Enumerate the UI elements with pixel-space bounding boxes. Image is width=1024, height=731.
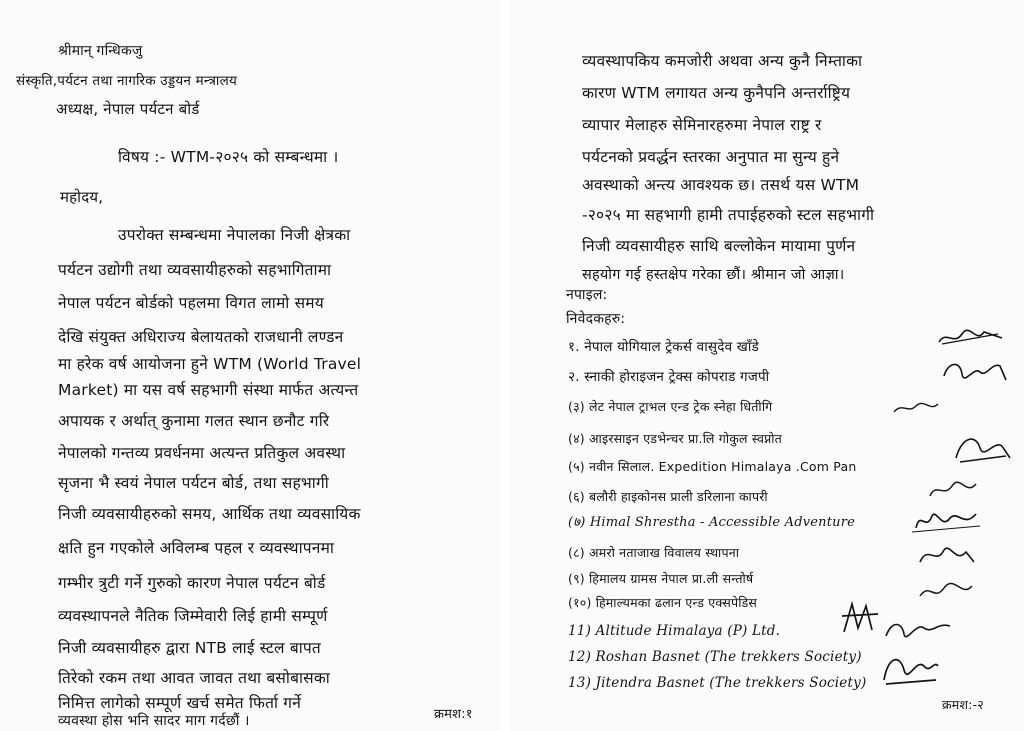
signature-5 — [926, 476, 986, 504]
greeting: महोदय, — [60, 188, 104, 206]
signature-1 — [936, 326, 1006, 348]
body-line-1: उपरोक्त सम्बन्धमा नेपालका निजी क्षेत्रका — [118, 226, 351, 244]
p2-body-line-3: व्यापार मेलाहरु सेमिनारहरुमा नेपाल राष्ट्र र — [582, 116, 822, 134]
body-line-11: क्षति हुन गएकोले अविलम्ब पहल र व्यवस्थापनमा — [58, 539, 335, 557]
p2-body-line-5: अवस्थाको अन्त्य आवश्यक छ। तसर्थ यस WTM — [582, 176, 860, 194]
applicant-4: (४) आइरसाइन एडभेन्चर प्रा.लि गोकुल स्वप्नोत — [568, 431, 782, 446]
p2-body-line-6: -२०२५ मा सहभागी हामी तपाईहरुको स्टल सहभागी — [582, 206, 875, 224]
body-line-12: गम्भीर त्रुटी गर्ने गुरुको कारण नेपाल पर्यटन बोर्ड — [58, 574, 326, 592]
p2-body-line-1: व्यवस्थापकिय कमजोरी अथवा अन्य कुनै निम्ताका — [582, 52, 863, 70]
applicant-10: (१०) हिमाल्यमका ढलान एन्ड एक्सपेडिस — [568, 595, 758, 610]
page-gap — [500, 0, 510, 731]
p2-body-line-4: पर्यटनको प्रवर्द्धन स्तरका अनुपात मा सुन्य हुने — [582, 148, 840, 166]
signature-3 — [892, 398, 952, 418]
signature-8 — [916, 578, 978, 606]
page-number-1: क्रमश:१ — [434, 707, 473, 722]
letter-page-2 — [510, 0, 1024, 731]
applicant-9: (९) हिमालय ग्रामस नेपाल प्रा.ली सन्तोर्ष — [568, 571, 754, 586]
body-line-7: अपायक र अर्थात् कुनामा गलत स्थान छनौट गरि — [58, 412, 330, 430]
body-line-5: मा हरेक वर्ष आयोजना हुने WTM (World Travel — [58, 355, 362, 373]
signature-10 — [882, 614, 954, 650]
subject-line: विषय :- WTM-२०२५ को सम्बन्धमा । — [118, 148, 339, 166]
applicant-3: (३) लेट नेपाल ट्राभल एन्ड ट्रेक स्नेहा धितीगि — [568, 399, 773, 414]
addressee-line-2: अध्यक्ष, नेपाल पर्यटन बोर्ड — [56, 100, 200, 118]
body-line-8: नेपालको गन्तव्य प्रवर्धनमा अत्यन्त प्रतिकुल अवस्था — [58, 444, 346, 462]
applicants-label: निवेदकहरु: — [566, 311, 626, 327]
applicant-1: १. नेपाल योगियाल ट्रेकर्स वासुदेव खाँडे — [568, 339, 759, 355]
signature-7 — [916, 540, 978, 570]
p2-body-line-7: निजी व्यवसायीहरु साथि बल्लोकेन मायामा पुर्णन — [582, 237, 856, 255]
applicant-8: (८) अमरो नताजाख विवालय स्थापना — [568, 545, 740, 560]
salutation-to: श्रीमान् गन्धिकजु — [58, 43, 143, 59]
signature-6 — [910, 504, 986, 538]
body-line-17: व्यवस्था होस भनि सादर माग गर्दछौं । — [58, 713, 250, 729]
body-line-6: Market) मा यस वर्ष सहभागी संस्था मार्फत अत्यन्त — [58, 381, 359, 399]
p2-body-line-8: सहयोग गई हस्तक्षेप गरेका छौं। श्रीमान जो आज्ञा। — [582, 267, 845, 283]
applicant-12: 12) Roshan Basnet (The trekkers Society) — [568, 649, 862, 665]
body-line-2: पर्यटन उद्योगी तथा व्यवसायीहरुको सहभागितामा — [58, 261, 332, 279]
addressee-line-1: संस्कृति,पर्यटन तथा नागरिक उड्डयन मन्त्रालय — [16, 73, 238, 89]
body-line-15: तिरेको रकम तथा आवत जावत तथा बसोबासका — [58, 669, 330, 687]
applicant-6: (६) बलौरी हाइकोनस प्राली डरिलाना कापरी — [568, 489, 768, 504]
applicant-11: 11) Altitude Himalaya (P) Ltd. — [568, 623, 781, 639]
body-line-14: निजी व्यवसायीहरु द्वारा NTB लाई स्टल बापत — [58, 639, 321, 657]
signature-2 — [940, 356, 1010, 390]
applicant-7: (७) Himal Shrestha - Accessible Adventure — [568, 515, 856, 530]
body-line-10: निजी व्यवसायीहरुको समय, आर्थिक तथा व्यवसायिक — [58, 505, 361, 523]
applicant-13: 13) Jitendra Basnet (The trekkers Society) — [568, 675, 867, 691]
signature-11 — [878, 646, 942, 690]
body-line-9: सृजना भै स्वयं नेपाल पर्यटन बोर्ड, तथा सहभागी — [58, 474, 329, 492]
body-line-13: व्यवस्थापनले नैतिक जिम्मेवारी लिई हामी सम्पूर्ण — [58, 607, 328, 625]
page-number-2: क्रमश:-२ — [942, 697, 984, 712]
signature-9 — [838, 600, 882, 636]
p2-body-line-2: कारण WTM लगायत अन्य कुनैपनि अन्तर्राष्ट्रिय — [582, 84, 851, 102]
applicant-5: (५) नवीन सिलाल. Expedition Himalaya .Com Pan — [568, 459, 857, 474]
body-line-3: नेपाल पर्यटन बोर्डको पहलमा विगत लामो समय — [58, 294, 324, 312]
letter-page-1 — [0, 0, 500, 731]
signature-4 — [950, 428, 1014, 468]
attachment-label: नपाइल: — [566, 287, 608, 303]
body-line-16: निमित्त लागेको सम्पूर्ण खर्च समेत फिर्ता गर्ने — [58, 694, 302, 712]
body-line-4: देखि संयुक्त अधिराज्य बेलायतको राजधानी लण्डन — [58, 328, 344, 346]
applicant-2: २. स्नाकी होराइजन ट्रेक्स कोपराड गजपी — [568, 369, 770, 385]
